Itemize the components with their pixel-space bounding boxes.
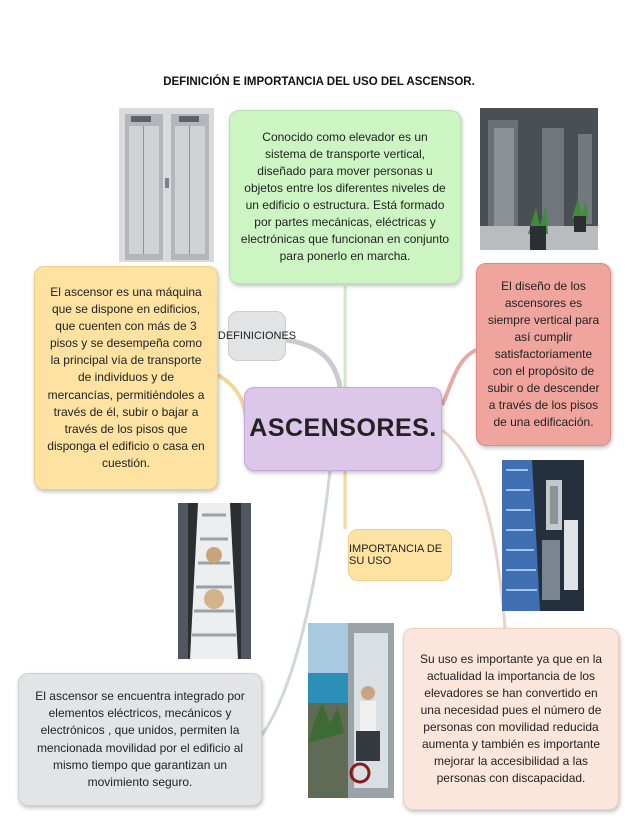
definition-box-machine: El ascensor es una máquina que se dispone en edificios, que cuenten con más de 3 pisos y se desempeña como la principal vía de transporte de individuos y de mercancías, permitiéndoles a través de él, subir o bajar a través de los pisos que disponga el edificio o casa en cuestión. bbox=[34, 266, 218, 490]
page-title: DEFINICIÓN E IMPORTANCIA DEL USO DEL ASCENSOR. bbox=[163, 76, 475, 88]
definition-box-elevator: Conocido como elevador es un sistema de transporte vertical, diseñado para mover personas u objetos entre los diferentes niveles de un edificio o estructura. Está formado por partes mecánicas, eléctricas y electrónicas que funcionan en conjunto para ponerlo en marcha. bbox=[229, 110, 461, 284]
glass-building-photo bbox=[502, 460, 584, 611]
escalator-atrium-photo bbox=[178, 503, 251, 659]
wheelchair-elevator-photo bbox=[308, 623, 394, 798]
design-box: El diseño de los ascensores es siempre vertical para así cumplir satisfactoriamente con el propósito de subir o de descender a través de los pisos de una edificación. bbox=[476, 263, 611, 446]
lobby-elevators-photo bbox=[480, 108, 598, 250]
elevator-doors-photo bbox=[119, 108, 214, 262]
importance-box: Su uso es importante ya que en la actualidad la importancia de los elevadores se han convertido en una necesidad pues el número de personas con movilidad reducida aumenta y también es importante mejorar la accesibilidad a las personas con discapacidad. bbox=[403, 628, 619, 810]
components-box: El ascensor se encuentra integrado por elementos eléctricos, mecánicos y electrónicos , que unidos, permiten la mencionada movilidad por el edificio al mismo tiempo que garantizan un movimiento seguro. bbox=[18, 673, 262, 806]
central-topic: ASCENSORES. bbox=[244, 387, 442, 471]
definiciones-label: DEFINICIONES bbox=[228, 311, 286, 361]
importancia-label: IMPORTANCIA DE SU USO bbox=[348, 529, 452, 581]
